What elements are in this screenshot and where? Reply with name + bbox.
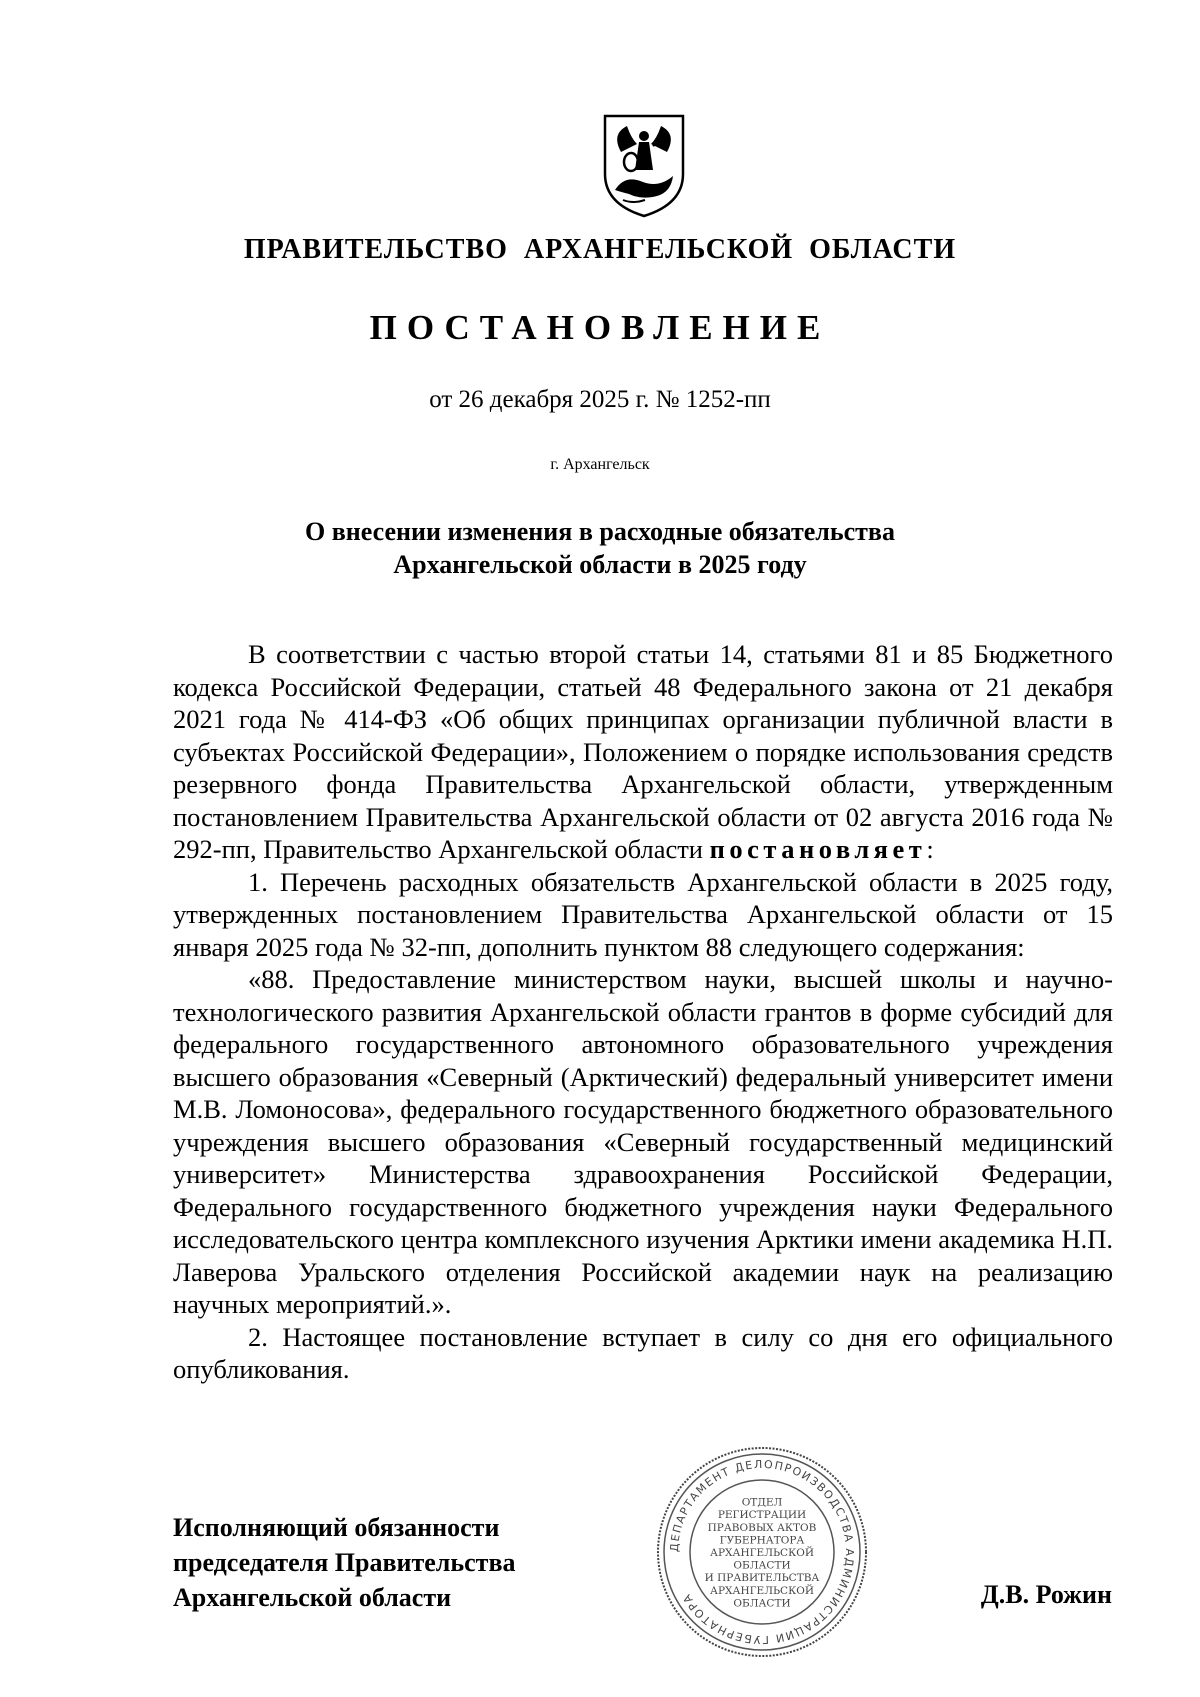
organization-title: ПРАВИТЕЛЬСТВО АРХАНГЕЛЬСКОЙ ОБЛАСТИ [243, 234, 957, 265]
signatory-position [173, 1510, 516, 1615]
seal-center-line: ОБЛАСТИ [733, 1597, 791, 1610]
seal-center-line: РЕГИСТРАЦИИ [717, 1509, 807, 1522]
document-subject [0, 515, 1200, 581]
item-2-paragraph: 2. Настоящее постановление вступает в силу со дня его официального опубликования. [173, 1321, 1113, 1384]
document-type: ПОСТАНОВЛЕНИЕ [369, 308, 831, 347]
item-88-paragraph: «88. Предоставление министерством науки, высшей школы и научно-технологического развития Архангельской области грантов в форме субсидий для федерального государственного автономного образовательного учреждения высшего образования «Северный (Арктический) федеральный университет имени М.В. Ломоносова», федерального государственного бюджетного образовательного учреждения высшего образования «Северный государственный медицинский университет» Министерства здравоохранения Российской Федерации, Федерального государственного бюджетного учреждения науки Федерального исследовательского центра комплексного изучения Арктики имени академика Н.П. Лаверова Уральского отделения Российской академии наук на реализацию научных мероприятий.». [173, 964, 1113, 1319]
signatory-position-line-1: Исполняющий обязанности [173, 1513, 500, 1542]
signatory-position-line-3: Архангельской области [173, 1583, 452, 1612]
signatory-position-line-2: председателя Правительства [173, 1548, 516, 1577]
document-place: г. Архангельск [550, 456, 650, 473]
subject-line-1: О внесении изменения в расходные обязательства [305, 517, 895, 546]
document-date-number: от 26 декабря 2025 г. № 1252-пп [429, 386, 771, 413]
svg-text:ДЕПАРТАМЕНТ ДЕЛОПРОИЗВОДСТВА А: ДЕПАРТАМЕНТ ДЕЛОПРОИЗВОДСТВА АДМИНИСТРАЦИИ ГУБЕРНАТОРА [667, 1457, 857, 1647]
preamble-paragraph [173, 638, 1113, 866]
seal-center-line: ГУБЕРНАТОРА [719, 1534, 805, 1547]
seal-center-line: ОТДЕЛ [741, 1496, 783, 1509]
coat-of-arms-icon [601, 112, 687, 220]
preamble-text: В соответствии с частью второй статьи 14, статьями 81 и 85 Бюджетного кодекса Российской Федерации, статьей 48 Федерального закона от 21 декабря 2021 года № 414-ФЗ «Об общих принципах организации публичной власти в субъектах Российской Федерации», Положением о порядке использования средств резервного фонда Правительства Архангельской области, утвержденным постановлением Правительства Архангельской области от 02 августа 2016 года № 292-пп, Правительство Архангельской области [173, 639, 1113, 864]
seal-center-line: И ПРАВИТЕЛЬСТВА [704, 1572, 820, 1585]
official-seal-stamp-icon [650, 1440, 874, 1664]
seal-center-line: АРХАНГЕЛЬСКОЙ [710, 1584, 814, 1597]
seal-center-line: ПРАВОВЫХ АКТОВ [707, 1521, 817, 1534]
seal-center-line: ОБЛАСТИ [733, 1559, 791, 1572]
decree-colon: : [926, 834, 934, 864]
signatory-name: Д.В. Рожин [980, 1580, 1112, 1609]
document-body [173, 638, 1113, 1386]
item-1-paragraph: 1. Перечень расходных обязательств Архангельской области в 2025 году, утвержденных постановлением Правительства Архангельской области от 15 января 2025 года № 32-пп, дополнить пунктом 88 следующего содержания: [173, 866, 1113, 962]
seal-center-line: АРХАНГЕЛЬСКОЙ [710, 1547, 814, 1559]
subject-line-2: Архангельской области в 2025 году [393, 550, 807, 579]
decree-word: постановляет [709, 834, 927, 864]
